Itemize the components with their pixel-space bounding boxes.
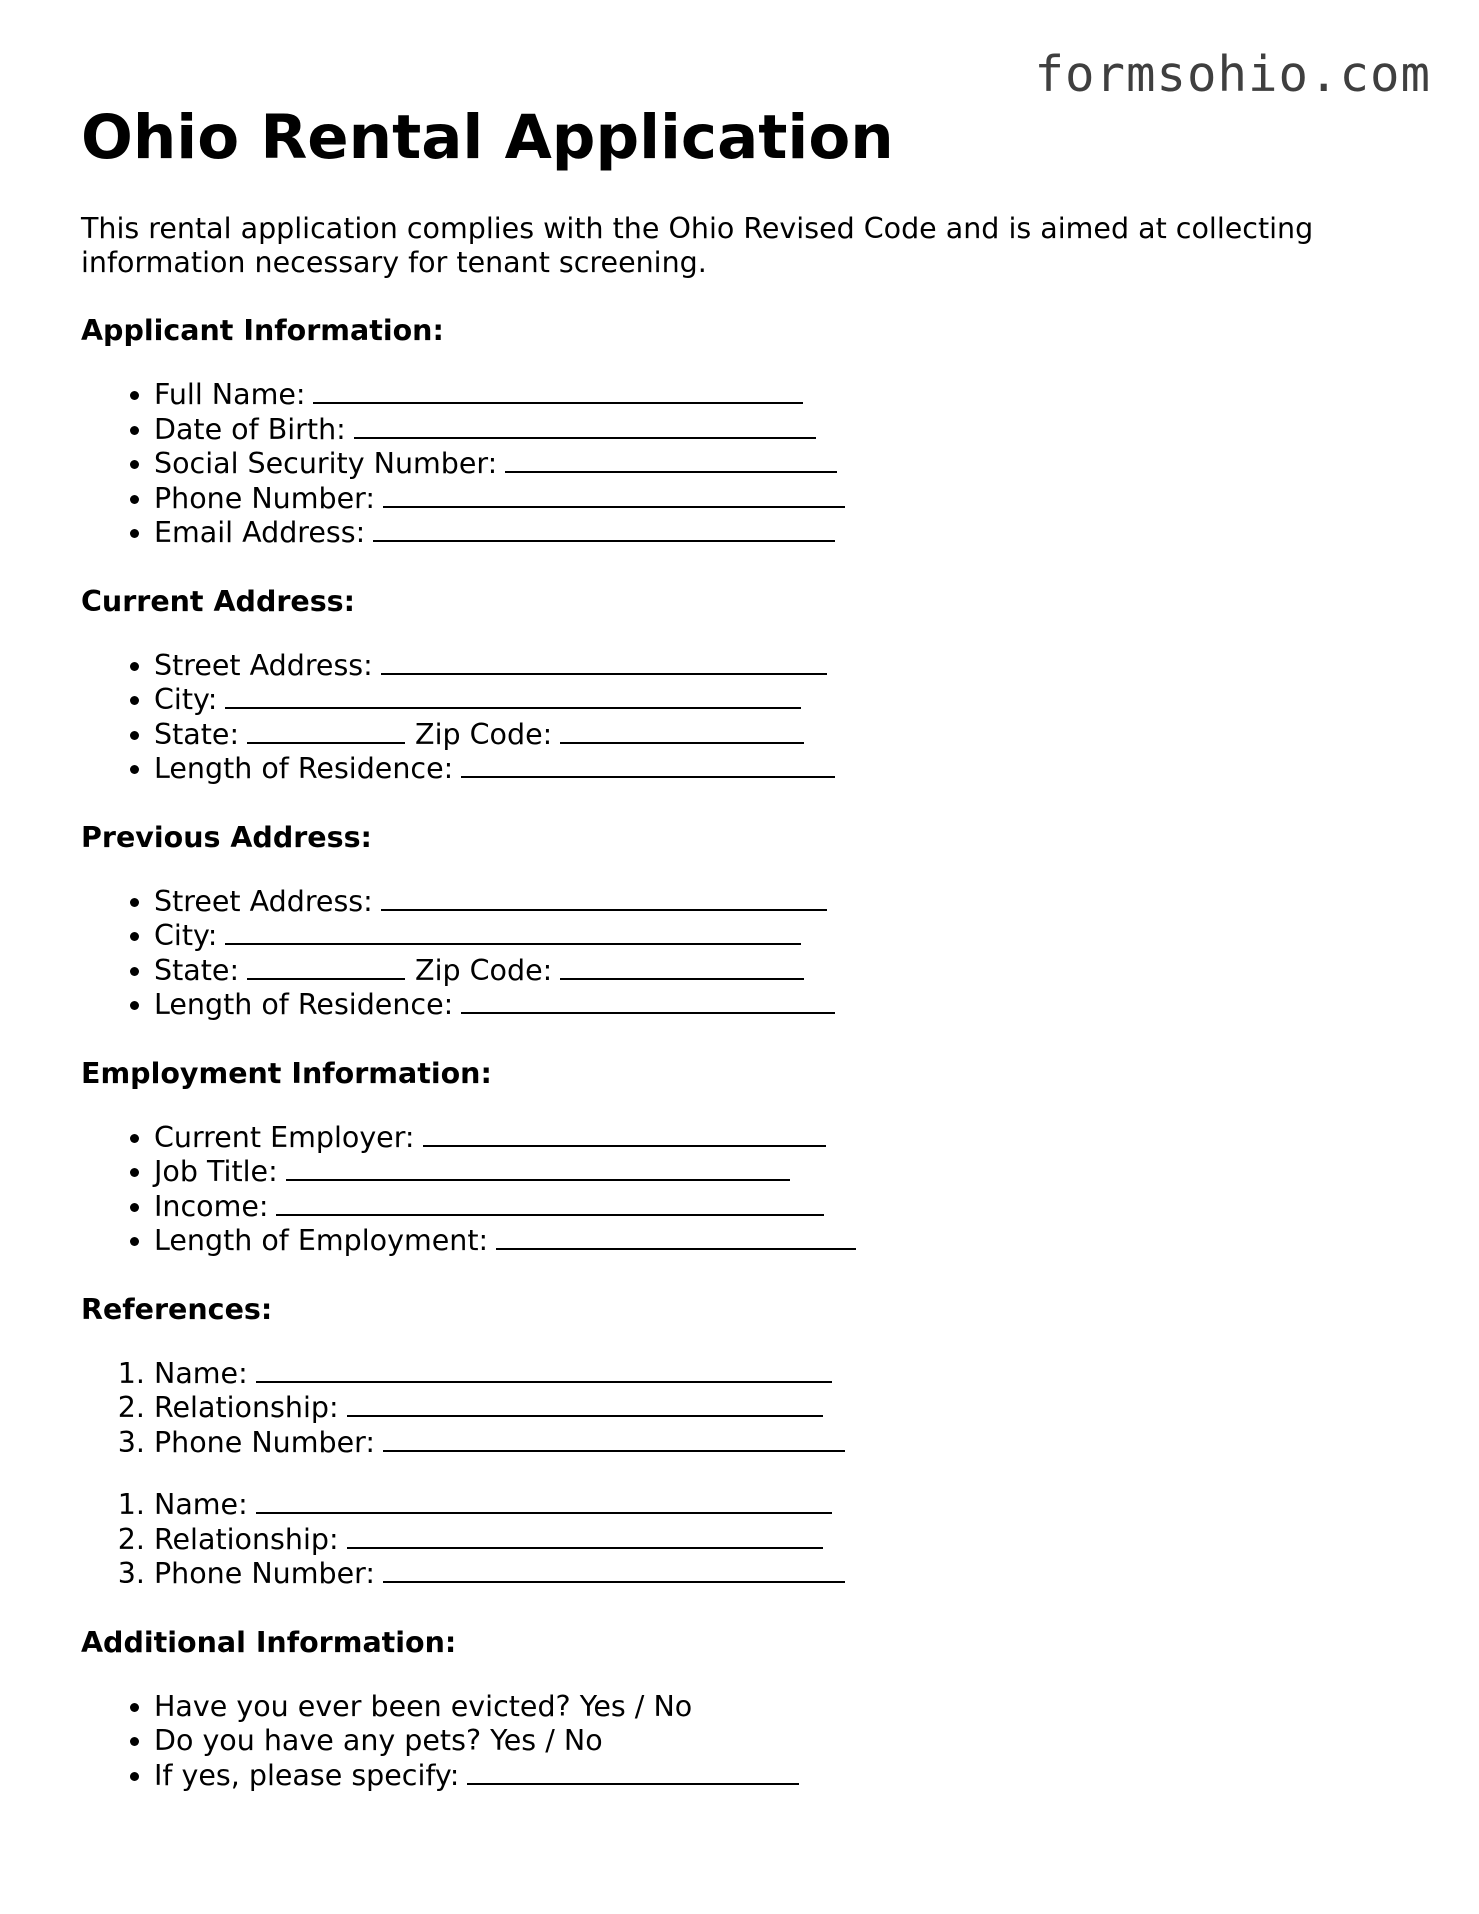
job-title-label: Job Title: (154, 1155, 278, 1189)
list-item (154, 482, 1381, 517)
list-item (154, 1155, 1381, 1190)
ref-relationship-label: Relationship: (154, 1522, 339, 1556)
previous-length-field[interactable] (461, 988, 835, 1014)
list-item (154, 1690, 1381, 1725)
page-title: Ohio Rental Application (81, 102, 894, 173)
ref2-relationship-field[interactable] (347, 1523, 823, 1549)
list-item (154, 1224, 1381, 1259)
applicant-heading: Applicant Information: (81, 314, 444, 348)
state-label: State: (154, 953, 240, 987)
list-item (154, 718, 1381, 753)
list-item (154, 752, 1381, 787)
dob-label: Date of Birth: (154, 412, 346, 446)
ref-phone-label: Phone Number: (154, 1425, 375, 1459)
reference-list-2 (81, 1488, 1381, 1592)
street-label: Street Address: (154, 648, 373, 682)
list-item (154, 1724, 1381, 1759)
previous-state-field[interactable] (247, 954, 405, 980)
list-item (154, 649, 1381, 684)
previous-address-list (81, 885, 1381, 1023)
evicted-question: Have you ever been evicted? Yes / No (154, 1689, 693, 1723)
employment-heading: Employment Information: (81, 1056, 492, 1090)
ref2-name-field[interactable] (256, 1488, 832, 1514)
list-item (154, 447, 1381, 482)
list-item (154, 516, 1381, 551)
income-label: Income: (154, 1189, 269, 1223)
state-label: State: (154, 717, 240, 751)
current-city-field[interactable] (225, 683, 801, 709)
current-address-list (81, 649, 1381, 787)
ssn-field[interactable] (505, 447, 837, 473)
list-item (154, 378, 1381, 413)
pets-question: Do you have any pets? Yes / No (154, 1724, 603, 1758)
ssn-label: Social Security Number: (154, 447, 498, 481)
list-item (154, 1523, 1381, 1558)
form-page (81, 104, 1381, 1793)
list-item (154, 1488, 1381, 1523)
employment-list (81, 1121, 1381, 1259)
city-label: City: (154, 919, 218, 953)
list-item (154, 1426, 1381, 1461)
zip-label: Zip Code: (415, 717, 553, 751)
employment-length-field[interactable] (496, 1224, 856, 1250)
current-street-field[interactable] (381, 649, 827, 675)
ref-relationship-label: Relationship: (154, 1391, 339, 1425)
list-item (154, 413, 1381, 448)
previous-city-field[interactable] (225, 919, 801, 945)
list-item (154, 1121, 1381, 1156)
intro-text: This rental application complies with the Ohio Revised Code and is aimed at collecting information necessary for tenant screening. (81, 212, 1314, 280)
list-item (154, 988, 1381, 1023)
previous-street-field[interactable] (381, 885, 827, 911)
additional-list (81, 1690, 1381, 1794)
full-name-label: Full Name: (154, 378, 306, 412)
specify-field[interactable] (467, 1759, 799, 1785)
list-item (154, 1759, 1381, 1794)
ref2-phone-field[interactable] (383, 1557, 845, 1583)
list-item (154, 1357, 1381, 1392)
list-item (154, 1190, 1381, 1225)
email-field[interactable] (373, 516, 835, 542)
street-label: Street Address: (154, 884, 373, 918)
references-heading: References: (81, 1292, 273, 1326)
dob-field[interactable] (354, 413, 816, 439)
list-item (154, 1391, 1381, 1426)
city-label: City: (154, 683, 218, 717)
full-name-field[interactable] (313, 378, 803, 404)
length-label: Length of Residence: (154, 752, 454, 786)
phone-label: Phone Number: (154, 481, 375, 515)
previous-address-heading: Previous Address: (81, 820, 372, 854)
specify-label: If yes, please specify: (154, 1758, 460, 1792)
phone-field[interactable] (383, 482, 845, 508)
length-label: Length of Residence: (154, 988, 454, 1022)
current-zip-field[interactable] (560, 718, 804, 744)
site-watermark: formsohio.com (1034, 46, 1431, 103)
list-item (154, 954, 1381, 989)
ref1-name-field[interactable] (256, 1357, 832, 1383)
current-state-field[interactable] (247, 718, 405, 744)
email-label: Email Address: (154, 516, 366, 550)
ref-phone-label: Phone Number: (154, 1557, 375, 1591)
ref-name-label: Name: (154, 1356, 248, 1390)
ref-name-label: Name: (154, 1488, 248, 1522)
current-address-heading: Current Address: (81, 584, 356, 618)
reference-list-1 (81, 1357, 1381, 1461)
list-item (154, 885, 1381, 920)
employment-length-label: Length of Employment: (154, 1224, 489, 1258)
job-title-field[interactable] (286, 1155, 790, 1181)
zip-label: Zip Code: (415, 953, 553, 987)
list-item (154, 683, 1381, 718)
current-length-field[interactable] (461, 752, 835, 778)
list-item (154, 919, 1381, 954)
employer-label: Current Employer: (154, 1120, 415, 1154)
ref1-phone-field[interactable] (383, 1426, 845, 1452)
additional-heading: Additional Information: (81, 1625, 457, 1659)
list-item (154, 1557, 1381, 1592)
income-field[interactable] (276, 1190, 824, 1216)
employer-field[interactable] (423, 1121, 826, 1147)
applicant-list (81, 378, 1381, 551)
previous-zip-field[interactable] (560, 954, 804, 980)
ref1-relationship-field[interactable] (347, 1391, 823, 1417)
